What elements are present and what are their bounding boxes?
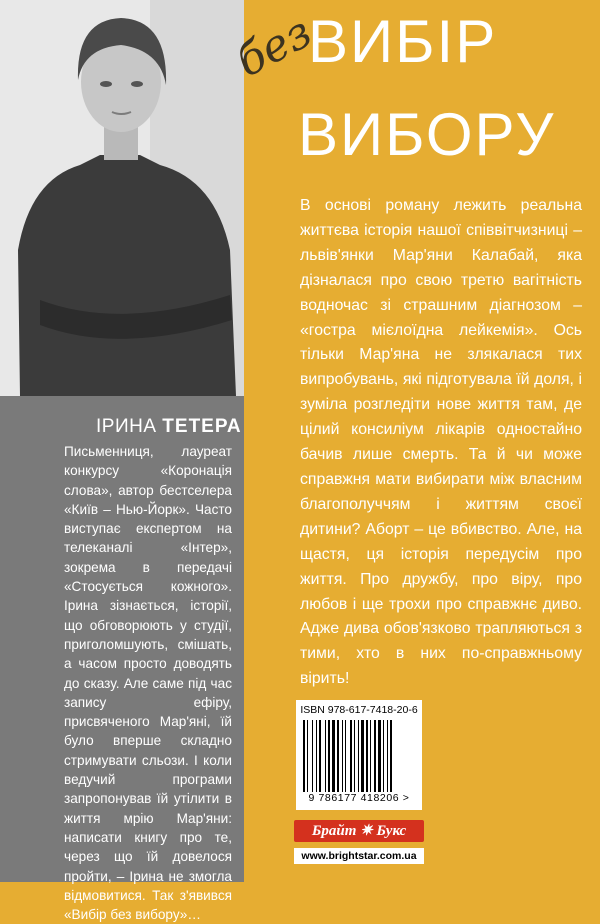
book-annotation: В основі роману лежить реальна життєва історія нашої співвітчизниці – львів'янки Мар'яни Калабай, яка дізналася про свою третю вагітність водночас зі страшним діагнозом – «гостра мієлоїдна лейкемія». Ось тільки Мар'яна не злякалася тих випробувань, які підготувала їй доля, і зуміла розгледіти нове життя там, де цілий консиліум лікарів одностайно бачив лише смерть. Та й чи може справжня мати вибирати між власним благополуччям і життям своєї дитини? Аборт – це вбивство. Але, на щастя, ця історія передусім про життя. Про дружбу, про віру, про любов і ще трохи про справжнє диво. Адже дива обов'язково трапляються з тими, хто в них по-справжньому вірить! <box>300 197 582 688</box>
barcode-bar <box>307 720 308 792</box>
barcode-bar <box>387 720 388 792</box>
barcode-bar <box>325 720 326 792</box>
barcode-digits: 9 786177 418206 > <box>308 792 410 804</box>
barcode-bar <box>342 720 343 792</box>
publisher-url: www.brightstar.com.ua <box>294 848 424 864</box>
barcode-bar <box>366 720 368 792</box>
title-connector: без <box>228 6 320 88</box>
isbn-label: ISBN 978-617-7418-20-6 <box>300 704 418 716</box>
author-name <box>96 416 242 438</box>
barcode-bar <box>312 720 313 792</box>
title-line-2: ВИБОРУ <box>298 101 556 168</box>
barcode-graphic <box>302 720 414 792</box>
barcode-bar <box>350 720 352 792</box>
barcode-bar <box>370 720 371 792</box>
author-panel <box>0 396 244 923</box>
author-photo <box>0 0 244 396</box>
author-first-name: ІРИНА <box>96 416 157 437</box>
publisher-logo: Брайт ✷ Букс <box>294 820 424 842</box>
barcode-bar <box>361 720 364 792</box>
author-bio: Письменниця, лауреат конкурсу «Коронація слова», автор бестселера «Київ – Нью-Йорк». Часто виступає експертом на телеканалі «Інтер», зокрема в передачі «Стосується кожного». Ірина зізнається, історії, що обговорюють у студії, приголомшують, смішать, а часом просто доводять до сказу. Але саме під час запису ефіру, присвяченого Мар'яні, їй було вперше складно стримувати сльози. І коли ведучий програми запропонував їй утілити в життя мрію Мар'яни: написати книгу про те, через що їй довелося пройти, – Ірина не змогла відмовитися. Так з'явився «Вибір без вибору»… <box>64 444 232 923</box>
barcode-bar <box>378 720 381 792</box>
barcode-bar <box>319 720 321 792</box>
barcode-bar <box>345 720 346 792</box>
title-line-1: ВИБІР <box>308 8 498 75</box>
barcode-bar <box>328 720 330 792</box>
isbn-block <box>296 700 422 810</box>
barcode-bar <box>383 720 384 792</box>
barcode-bar <box>358 720 359 792</box>
barcode-bar <box>354 720 355 792</box>
barcode-bar <box>303 720 305 792</box>
barcode-bar <box>390 720 392 792</box>
barcode-bar <box>316 720 317 792</box>
author-photo-illustration <box>0 0 244 396</box>
barcode-bar <box>332 720 335 792</box>
author-last-name: ТЕТЕРА <box>162 416 242 437</box>
barcode-bar <box>374 720 376 792</box>
barcode-bar <box>337 720 339 792</box>
